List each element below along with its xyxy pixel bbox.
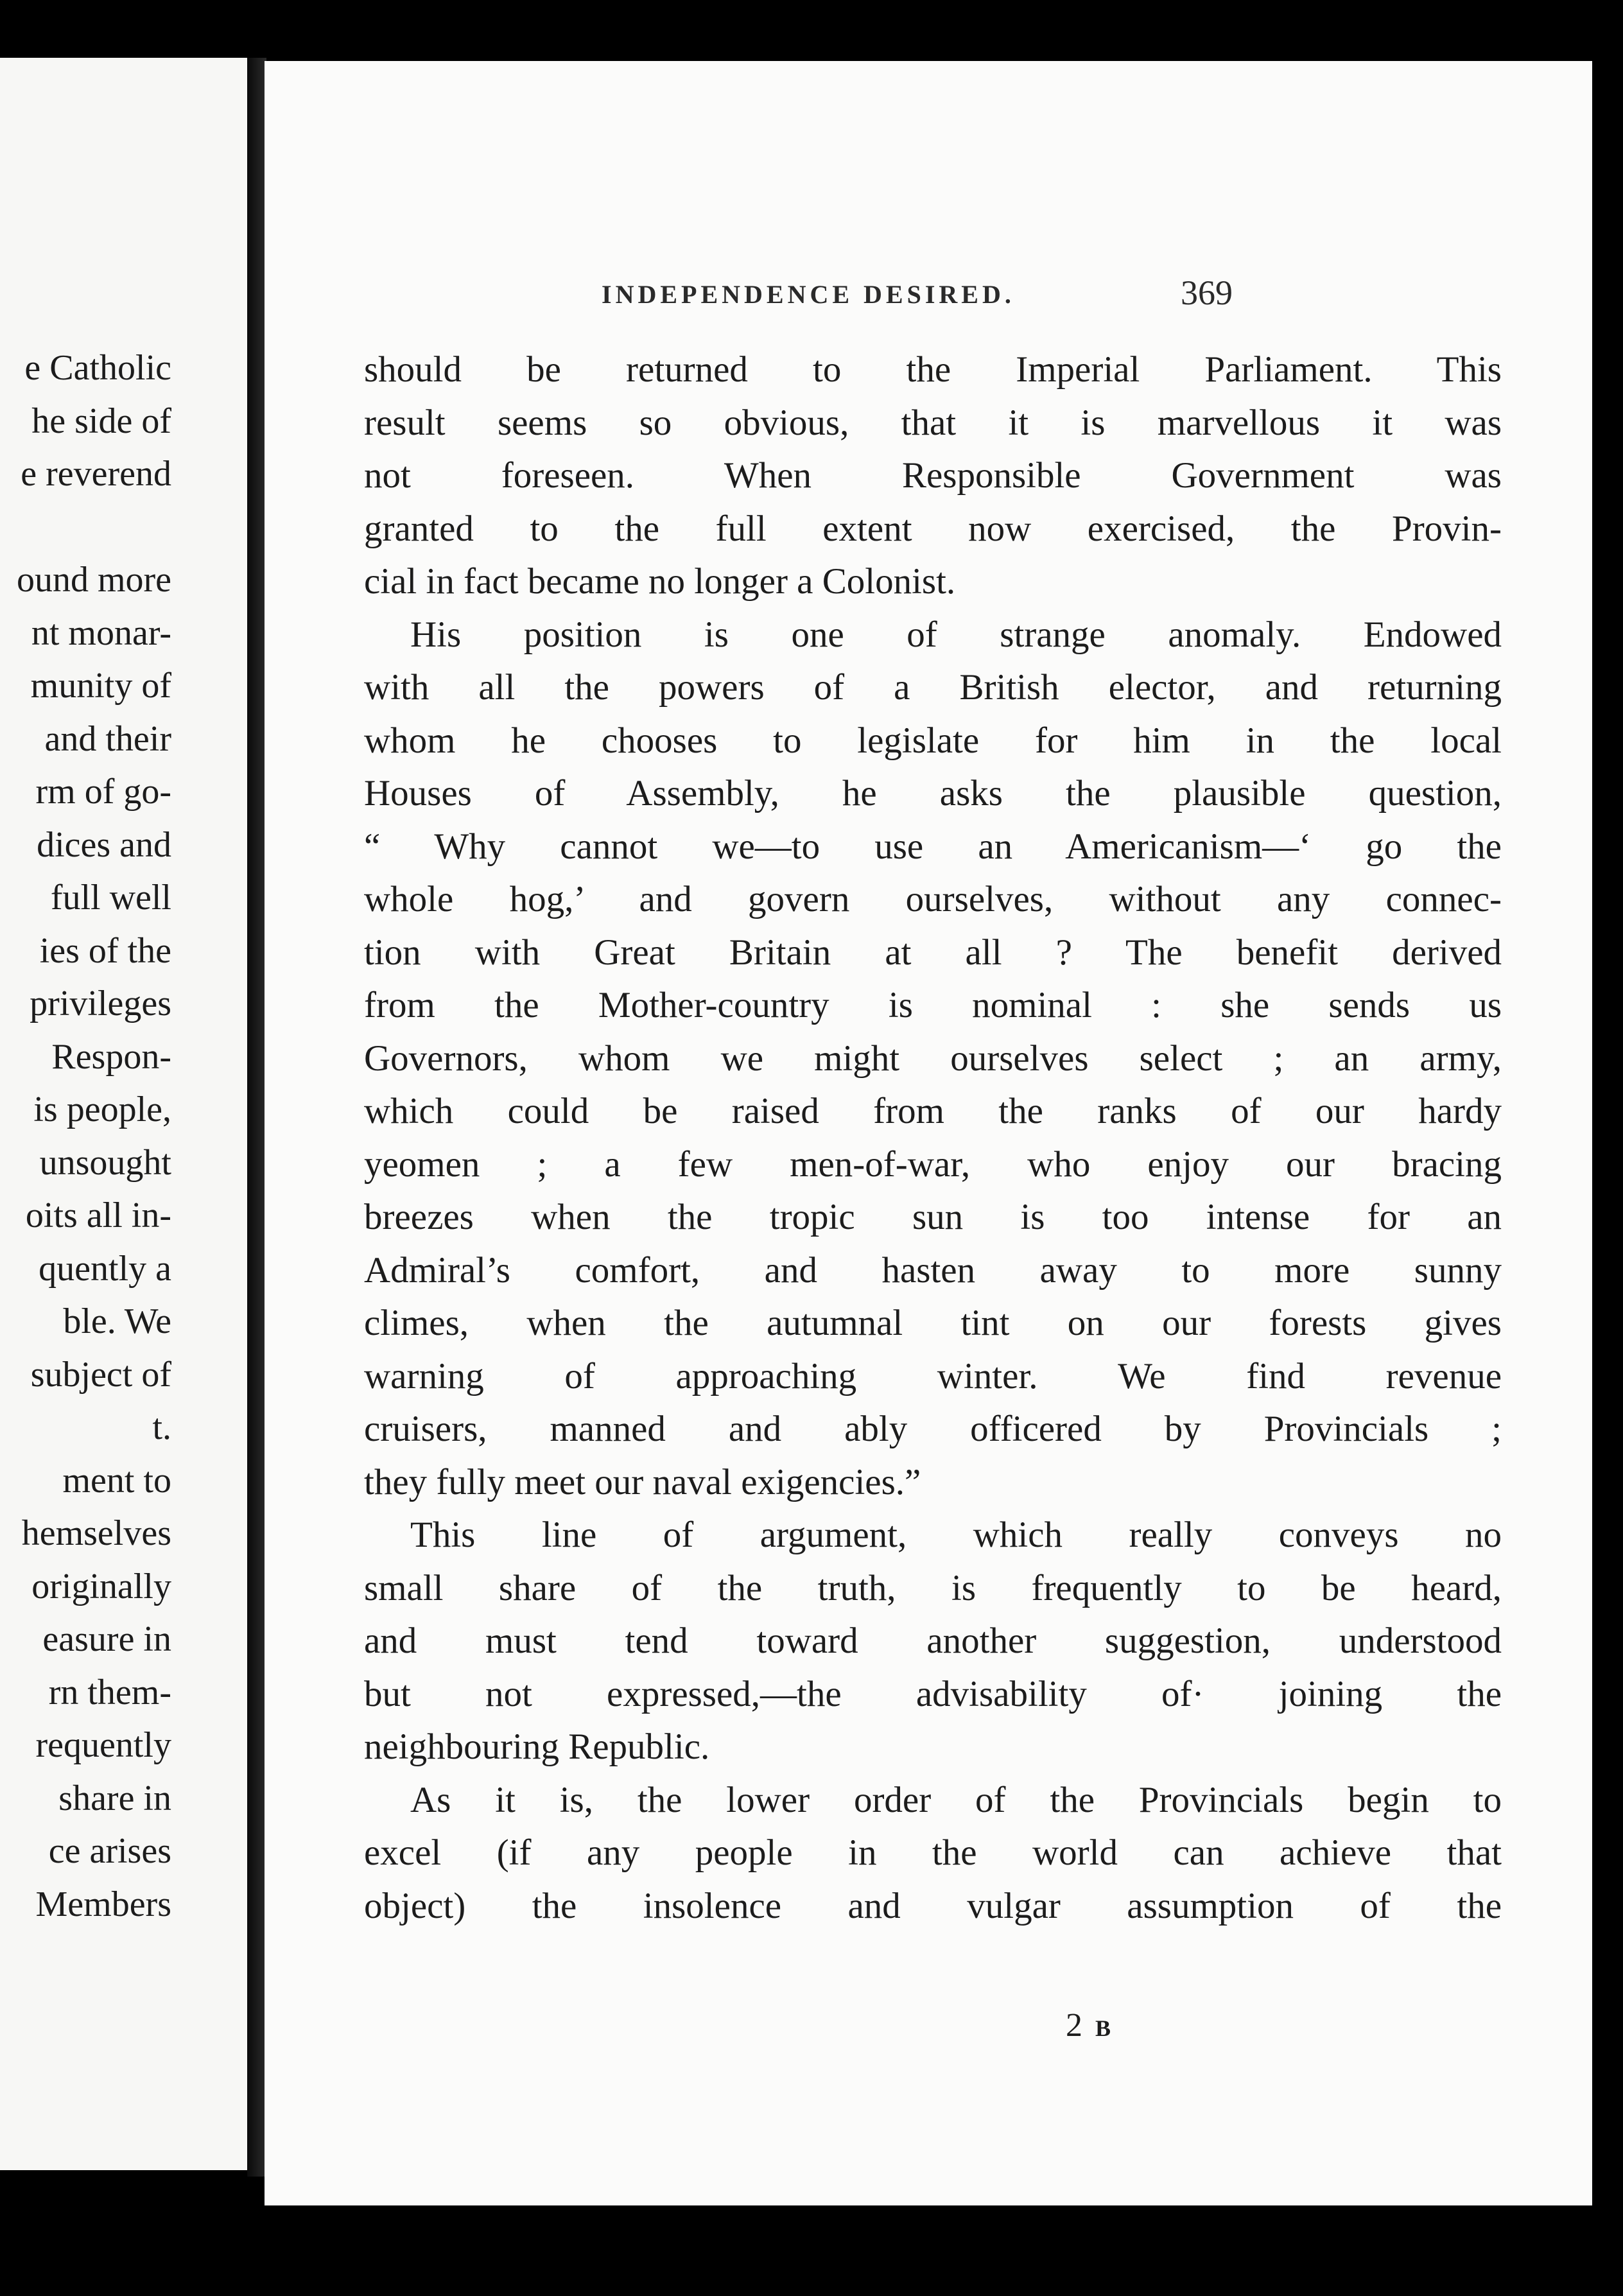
left-page-line: is people, xyxy=(33,1090,171,1129)
left-page-line: Respon- xyxy=(51,1036,171,1077)
text-line: Governors, whom we might ourselves select ; an army, xyxy=(364,1038,1502,1079)
left-page-line: privileges xyxy=(30,984,171,1023)
left-page-line: originally xyxy=(31,1566,171,1606)
left-page-line: subject of xyxy=(30,1354,171,1395)
text-line: and must tend toward another suggestion, understood xyxy=(364,1621,1502,1661)
text-line: with all the powers of a British elector, and returning xyxy=(364,667,1502,708)
left-page-line: munity of xyxy=(30,666,171,706)
running-head: INDEPENDENCE DESIRED. xyxy=(602,280,1015,309)
text-line: but not expressed,—the advisability of· joining the xyxy=(364,1673,1502,1714)
text-line: This line of argument, which really conveys no xyxy=(410,1515,1502,1555)
text-line: whole hog,’ and govern ourselves, without any connec- xyxy=(364,879,1502,919)
text-line: climes, when the autumnal tint on our forests gives xyxy=(364,1303,1502,1343)
text-line: from the Mother-country is nominal : she sends us xyxy=(364,985,1502,1025)
text-line: warning of approaching winter. We find revenue xyxy=(364,1355,1502,1396)
text-line: neighbouring Republic. xyxy=(364,1726,710,1767)
left-page-line: ble. We xyxy=(63,1301,171,1341)
text-line: As it is, the lower order of the Provincials begin to xyxy=(410,1779,1502,1820)
body-text xyxy=(364,344,1502,1933)
left-page-line: and their xyxy=(44,718,171,759)
text-line: breezes when the tropic sun is too intense for an xyxy=(364,1197,1502,1237)
text-line: cial in fact became no longer a Colonist. xyxy=(364,561,956,602)
left-page-line: unsought xyxy=(39,1142,171,1183)
left-page-line: e reverend xyxy=(21,454,171,494)
left-page-line: oits all in- xyxy=(25,1196,171,1235)
text-line: tion with Great Britain at all ? The benefit derived xyxy=(364,932,1502,973)
text-line: Admiral’s comfort, and hasten away to more sunny xyxy=(364,1249,1502,1291)
text-line: they fully meet our naval exigencies.” xyxy=(364,1461,921,1502)
left-page-line: ce arises xyxy=(48,1831,171,1871)
text-line: “ Why cannot we—to use an Americanism—‘ go the xyxy=(364,826,1502,867)
text-line: His position is one of strange anomaly. Endowed xyxy=(410,614,1502,655)
book-gutter xyxy=(247,58,266,2177)
left-page-line: full well xyxy=(50,878,171,918)
signature-number: 2 xyxy=(1066,2007,1082,2044)
left-page-line: rm of go- xyxy=(35,772,171,812)
left-page-line: ies of the xyxy=(39,930,171,971)
left-page-line: hemselves xyxy=(21,1513,171,1553)
text-line: object) the insolence and vulgar assumption of the xyxy=(364,1885,1502,1926)
scan-border xyxy=(0,2209,1623,2296)
left-page-line: t. xyxy=(152,1407,171,1447)
text-line: which could be raised from the ranks of our hardy xyxy=(364,1091,1502,1131)
signature-letter: B xyxy=(1095,2015,1111,2041)
left-page-line: rn them- xyxy=(48,1672,171,1712)
left-page-line: he side of xyxy=(31,401,171,441)
text-line: yeomen ; a few men-of-war, who enjoy our bracing xyxy=(364,1144,1502,1185)
left-page-line: share in xyxy=(58,1778,171,1818)
text-line: should be returned to the Imperial Parliament. This xyxy=(364,349,1502,390)
left-page-line: e Catholic xyxy=(24,348,171,388)
text-line: granted to the full extent now exercised, the Provin- xyxy=(364,508,1502,549)
text-line: cruisers, manned and ably officered by Provincials ; xyxy=(364,1409,1502,1449)
text-line: Houses of Assembly, he asks the plausible question, xyxy=(364,773,1502,813)
signature-mark xyxy=(1066,2006,1111,2044)
left-page-line: Members xyxy=(35,1884,171,1924)
text-line: small share of the truth, is frequently to be heard, xyxy=(364,1567,1502,1608)
left-page-line: quently a xyxy=(39,1248,171,1289)
page-number: 369 xyxy=(1181,274,1233,312)
text-line: whom he chooses to legislate for him in the local xyxy=(364,720,1502,761)
text-line: result seems so obvious, that it is marvellous it was xyxy=(364,402,1502,443)
left-page-line: nt monar- xyxy=(31,613,171,653)
text-line: excel (if any people in the world can achieve that xyxy=(364,1832,1502,1873)
right-page xyxy=(265,61,1592,2205)
left-page-line: easure in xyxy=(42,1619,171,1659)
left-page-line: requently xyxy=(35,1725,171,1765)
left-page-line: ound more xyxy=(16,560,171,600)
left-page-line: ment to xyxy=(62,1460,171,1500)
text-line: not foreseen. When Responsible Government was xyxy=(364,455,1502,496)
left-page-line: dices and xyxy=(37,824,171,865)
left-page-fragment xyxy=(0,58,247,2170)
